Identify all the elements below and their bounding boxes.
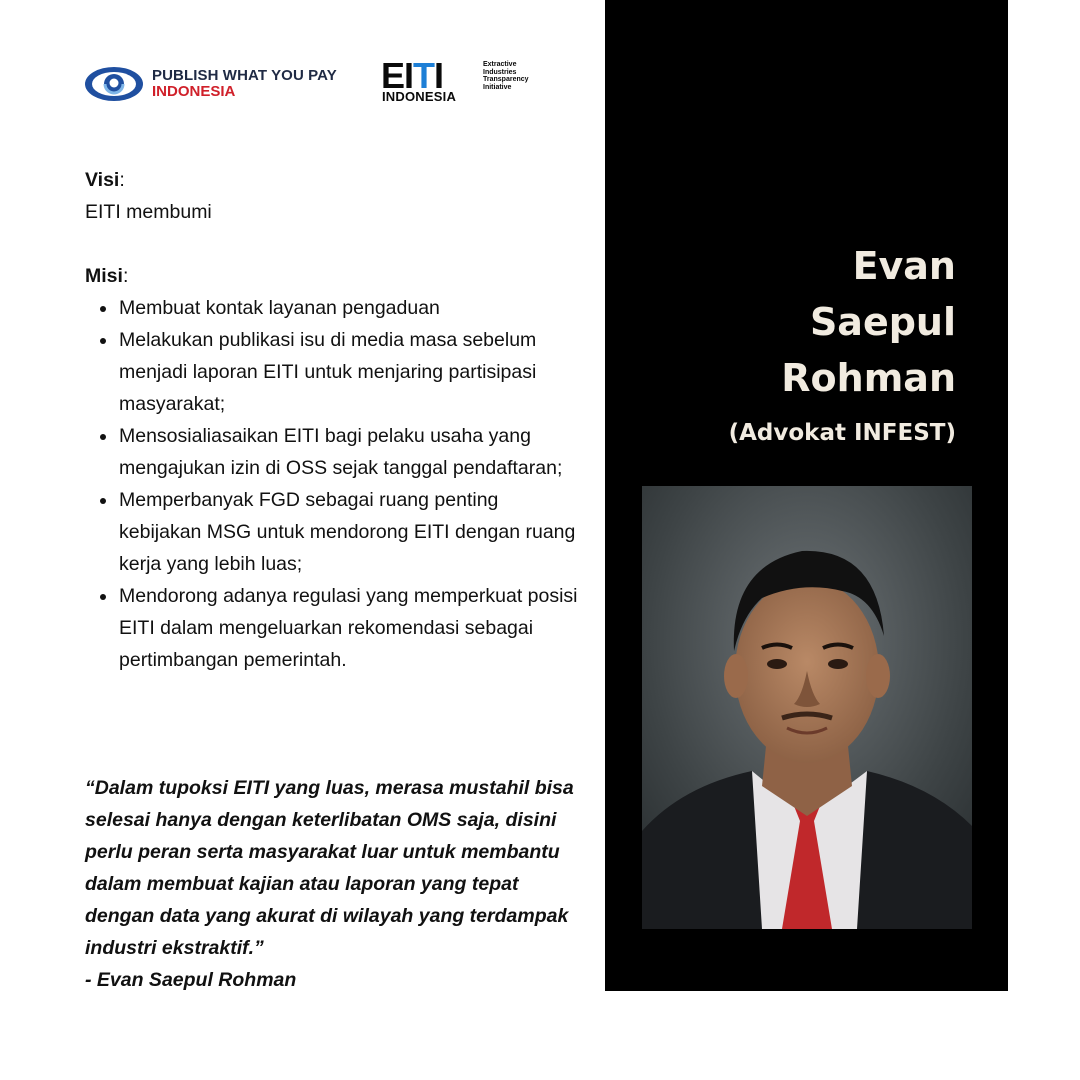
misi-item: Membuat kontak layanan pengaduan [119,292,585,324]
quote-attribution: - Evan Saepul Rohman [85,969,297,991]
visi-text: EITI membumi [85,201,212,223]
profile-photo [642,486,972,929]
pwyp-logo-line1: PUBLISH WHAT YOU PAY [152,67,337,84]
eiti-logo-tagline: Extractive Industries Transparency Initiative [483,61,529,91]
profile-role: (Advokat INFEST) [728,420,956,446]
vision-mission-section [85,164,585,676]
pwyp-logo [84,62,337,106]
profile-panel [605,0,1008,991]
eiti-logo-mark: EITI [381,55,444,96]
quote-block [85,772,585,996]
misi-list [85,292,585,676]
pwyp-logo-line2: INDONESIA [152,83,236,100]
eiti-logo [381,55,541,106]
visi-heading: Visi: [85,169,125,191]
misi-heading: Misi: [85,265,129,287]
pwyp-eye-icon [84,64,144,104]
misi-item: Memperbanyak FGD sebagai ruang penting kebijakan MSG untuk mendorong EITI dengan ruang kerja yang lebih luas; [119,484,585,580]
misi-item: Melakukan publikasi isu di media masa sebelum menjadi laporan EITI untuk menjaring partisipasi masyarakat; [119,324,585,420]
profile-name: Evan Saepul Rohman [781,244,956,400]
misi-item: Mendorong adanya regulasi yang memperkuat posisi EITI dalam mengeluarkan rekomendasi sebagai pertimbangan pemerintah. [119,580,585,676]
misi-item: Mensosialiasaikan EITI bagi pelaku usaha yang mengajukan izin di OSS sejak tanggal pendaftaran; [119,420,585,484]
quote-text: “Dalam tupoksi EITI yang luas, merasa mustahil bisa selesai hanya dengan keterlibatan OMS saja, disini perlu peran serta masyarakat luar untuk membantu dalam membuat kajian atau laporan yang tepat dengan data yang akurat di wilayah yang terdampak industri ekstraktif.” [85,777,574,959]
eiti-logo-subtitle: INDONESIA [382,89,457,104]
